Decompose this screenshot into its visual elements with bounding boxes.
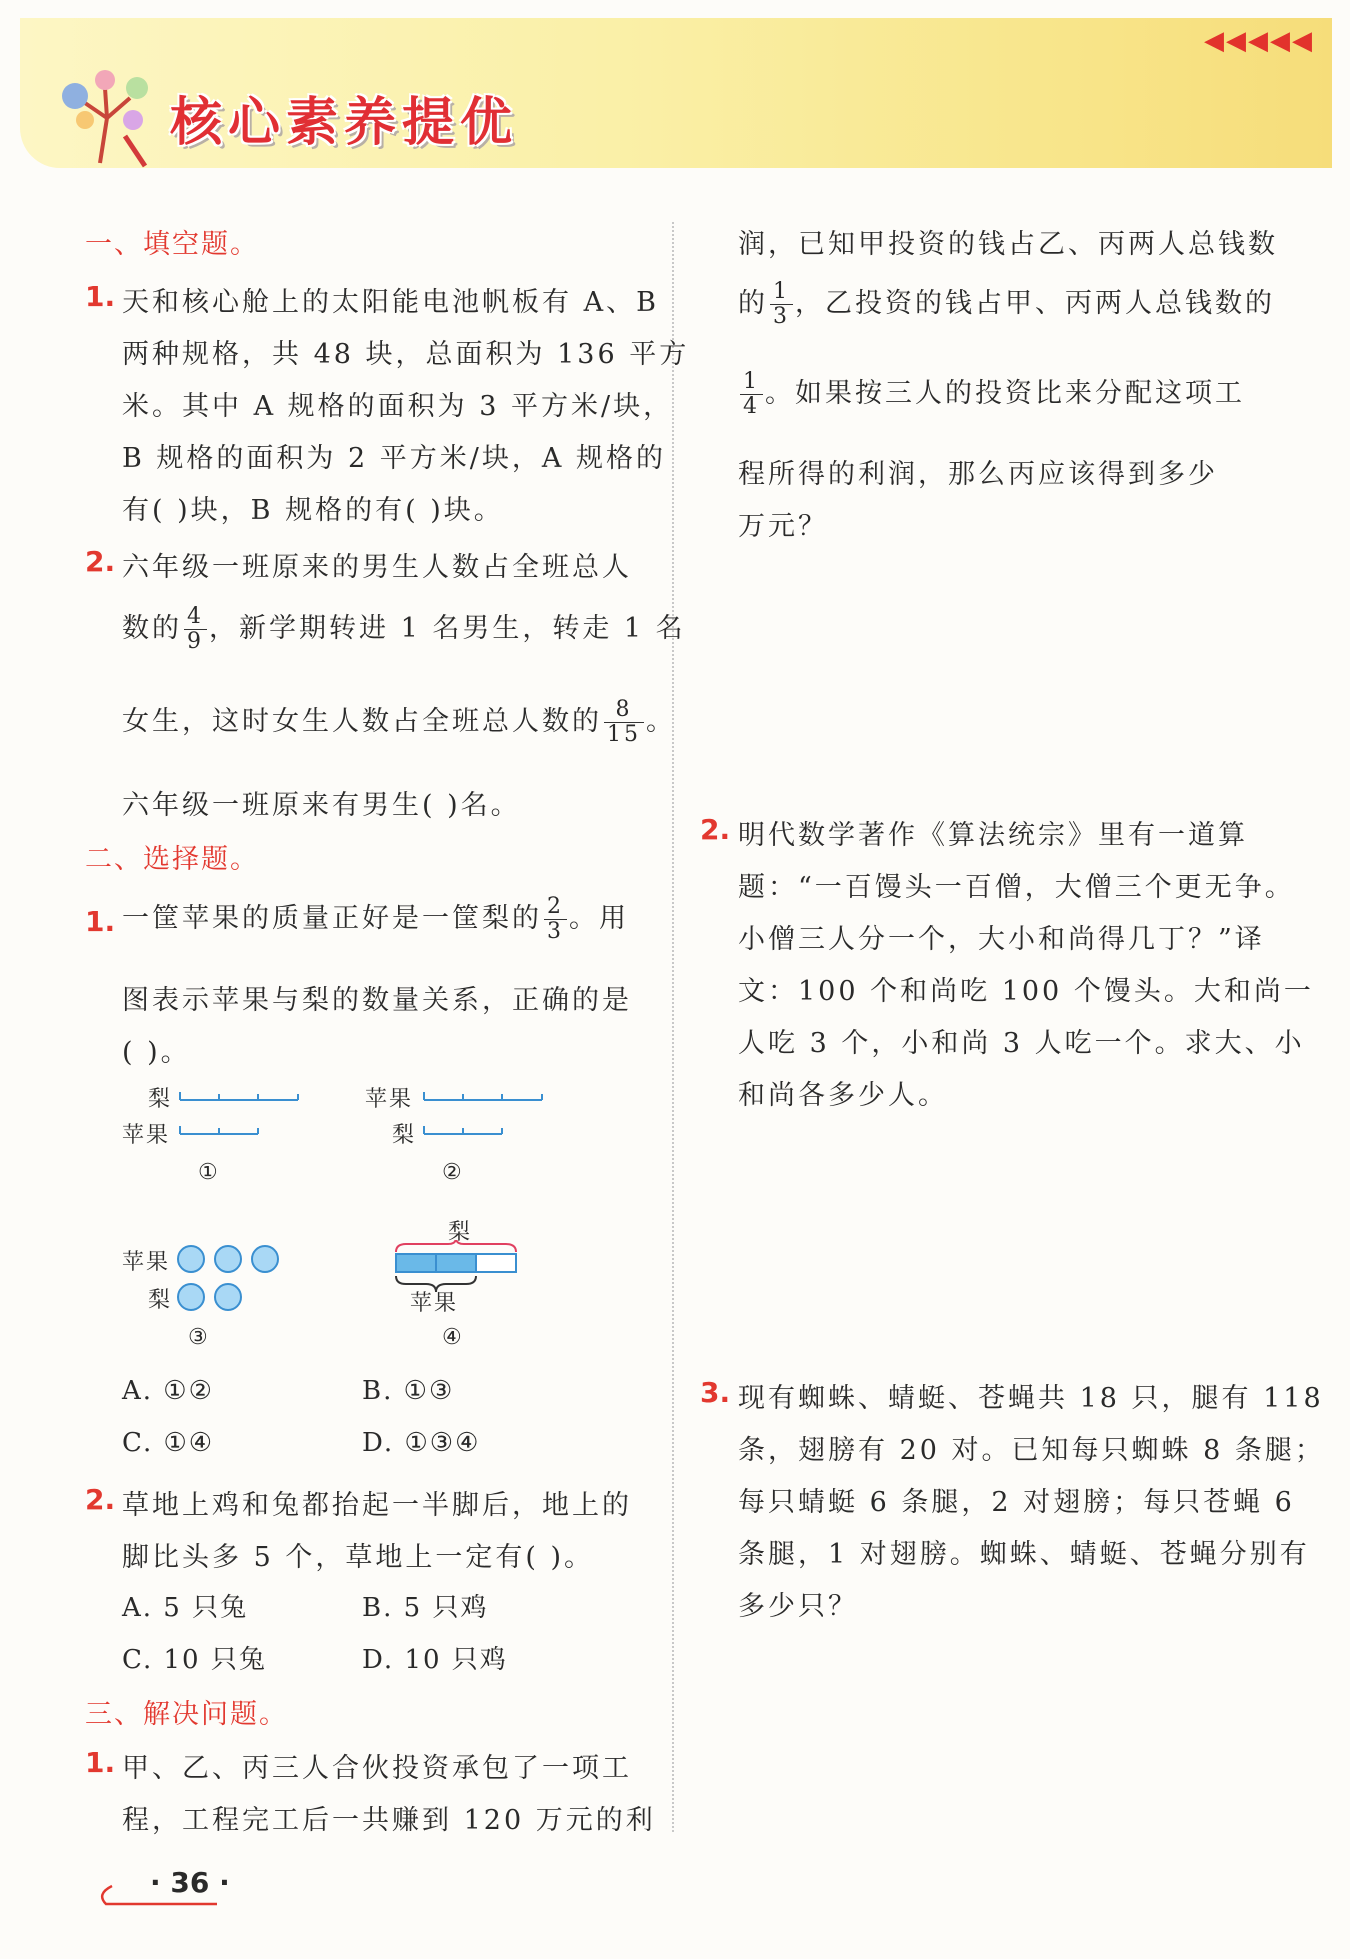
label-pear: 梨 (148, 1288, 173, 1313)
question-text: 数的 $\frac{4}{9}$ ，新学期转进 1 名男生，转走 1 名 (122, 604, 686, 654)
tree-logo-icon (45, 58, 165, 168)
option-c[interactable]: C. ①④ (122, 1428, 215, 1458)
segment-diagram-2 (422, 1090, 547, 1140)
section-title-fill-blank: 一、填空题。 (85, 229, 259, 260)
caption-4: ④ (442, 1325, 464, 1350)
label-apple: 苹果 (365, 1087, 414, 1112)
question-text: 六年级一班原来有男生( )名。 (122, 790, 521, 821)
question-number: 2. (85, 1483, 116, 1516)
question-text: 一筐苹果的质量正好是一筐梨的 $\frac{2}{3}$ 。用 (122, 894, 629, 944)
question-text: 米。其中 A 规格的面积为 3 平方米/块， (122, 391, 674, 422)
question-text: $\frac{1}{4}$ 。如果按三人的投资比来分配这项工 (738, 370, 1245, 419)
option-b[interactable]: B. 5 只鸡 (362, 1593, 489, 1623)
section-title-problem-solving: 三、解决问题。 (85, 1699, 288, 1730)
caption-1: ① (198, 1160, 220, 1185)
question-text: 和尚各多少人。 (738, 1080, 948, 1111)
question-text: 人吃 3 个，小和尚 3 人吃一个。求大、小 (738, 1028, 1305, 1059)
question-text: 有( )块，B 规格的有( )块。 (122, 495, 504, 526)
label-pear: 梨 (448, 1220, 473, 1245)
question-text: 程所得的利润，那么丙应该得到多少 (738, 459, 1218, 490)
label-pear: 梨 (148, 1087, 173, 1112)
question-number: 3. (700, 1376, 731, 1409)
question-text: 两种规格，共 48 块，总面积为 136 平方 (122, 339, 690, 370)
page-title: 核心素养提优 (170, 93, 519, 153)
question-text: 脚比头多 5 个，草地上一定有( )。 (122, 1542, 594, 1573)
question-text: 明代数学著作《算法统宗》里有一道算 (738, 820, 1248, 851)
question-text: 文：100 个和尚吃 100 个馒头。大和尚一 (738, 976, 1314, 1007)
label-apple: 苹果 (122, 1123, 171, 1148)
question-number: 1. (85, 905, 116, 938)
question-text: 图表示苹果与梨的数量关系，正确的是 (122, 985, 632, 1016)
question-text: 多少只？ (738, 1591, 858, 1622)
question-number: 1. (85, 280, 116, 313)
question-text: 六年级一班原来的男生人数占全班总人 (122, 552, 632, 583)
fraction: $\frac{8}{15}$ (604, 698, 644, 747)
option-d[interactable]: D. ①③④ (362, 1428, 481, 1458)
label-apple: 苹果 (122, 1250, 171, 1275)
option-d[interactable]: D. 10 只鸡 (362, 1645, 508, 1675)
option-a[interactable]: A. ①② (122, 1376, 214, 1406)
question-text: 题：“一百馒头一百僧，大僧三个更无争。 (738, 872, 1295, 903)
question-text: 小僧三人分一个，大小和尚得几丁？”译 (738, 924, 1265, 955)
question-text: 万元？ (738, 511, 828, 542)
question-text: 条腿，1 对翅膀。蜘蛛、蜻蜓、苍蝇分别有 (738, 1539, 1310, 1570)
question-text: ( )。 (122, 1037, 191, 1068)
fraction: $\frac{2}{3}$ (544, 895, 567, 944)
option-b[interactable]: B. ①③ (362, 1376, 455, 1406)
question-text: 现有蜘蛛、蜻蜓、苍蝇共 18 只，腿有 118 (738, 1383, 1324, 1414)
fraction: $\frac{1}{4}$ (740, 370, 763, 419)
caption-2: ② (442, 1160, 464, 1185)
fraction: $\frac{4}{9}$ (184, 605, 207, 654)
question-text: 润，已知甲投资的钱占乙、丙两人总钱数 (738, 229, 1278, 260)
question-text: B 规格的面积为 2 平方米/块，A 规格的 (122, 443, 666, 474)
question-text: 程，工程完工后一共赚到 120 万元的利 (122, 1805, 656, 1836)
question-number: 1. (85, 1746, 116, 1779)
fraction: $\frac{1}{3}$ (770, 280, 793, 329)
option-c[interactable]: C. 10 只兔 (122, 1645, 267, 1675)
option-a[interactable]: A. 5 只兔 (122, 1593, 249, 1623)
question-text: 每只蜻蜓 6 条腿，2 对翅膀；每只苍蝇 6 (738, 1487, 1295, 1518)
caption-3: ③ (188, 1325, 210, 1350)
circle-diagram-3 (175, 1243, 285, 1323)
label-pear: 梨 (392, 1123, 417, 1148)
question-number: 2. (700, 813, 731, 846)
segment-diagram-1 (178, 1090, 303, 1140)
question-number: 2. (85, 545, 116, 578)
arrow-decoration-icon: ◀◀◀◀◀ (1204, 26, 1314, 56)
question-text: 甲、乙、丙三人合伙投资承包了一项工 (122, 1753, 632, 1784)
page-number: · 36 · (150, 1866, 230, 1899)
label-apple: 苹果 (410, 1291, 459, 1316)
question-text: 的 $\frac{1}{3}$ ，乙投资的钱占甲、丙两人总钱数的 (738, 279, 1275, 329)
column-divider (672, 222, 674, 1832)
question-text: 条，翅膀有 20 对。已知每只蜘蛛 8 条腿； (738, 1435, 1325, 1466)
section-title-choice: 二、选择题。 (85, 844, 259, 875)
question-text: 天和核心舱上的太阳能电池帆板有 A、B (122, 287, 659, 318)
question-text: 草地上鸡和兔都抬起一半脚后，地上的 (122, 1490, 632, 1521)
question-text: 女生，这时女生人数占全班总人数的 $\frac{8}{15}$ 。 (122, 697, 676, 747)
